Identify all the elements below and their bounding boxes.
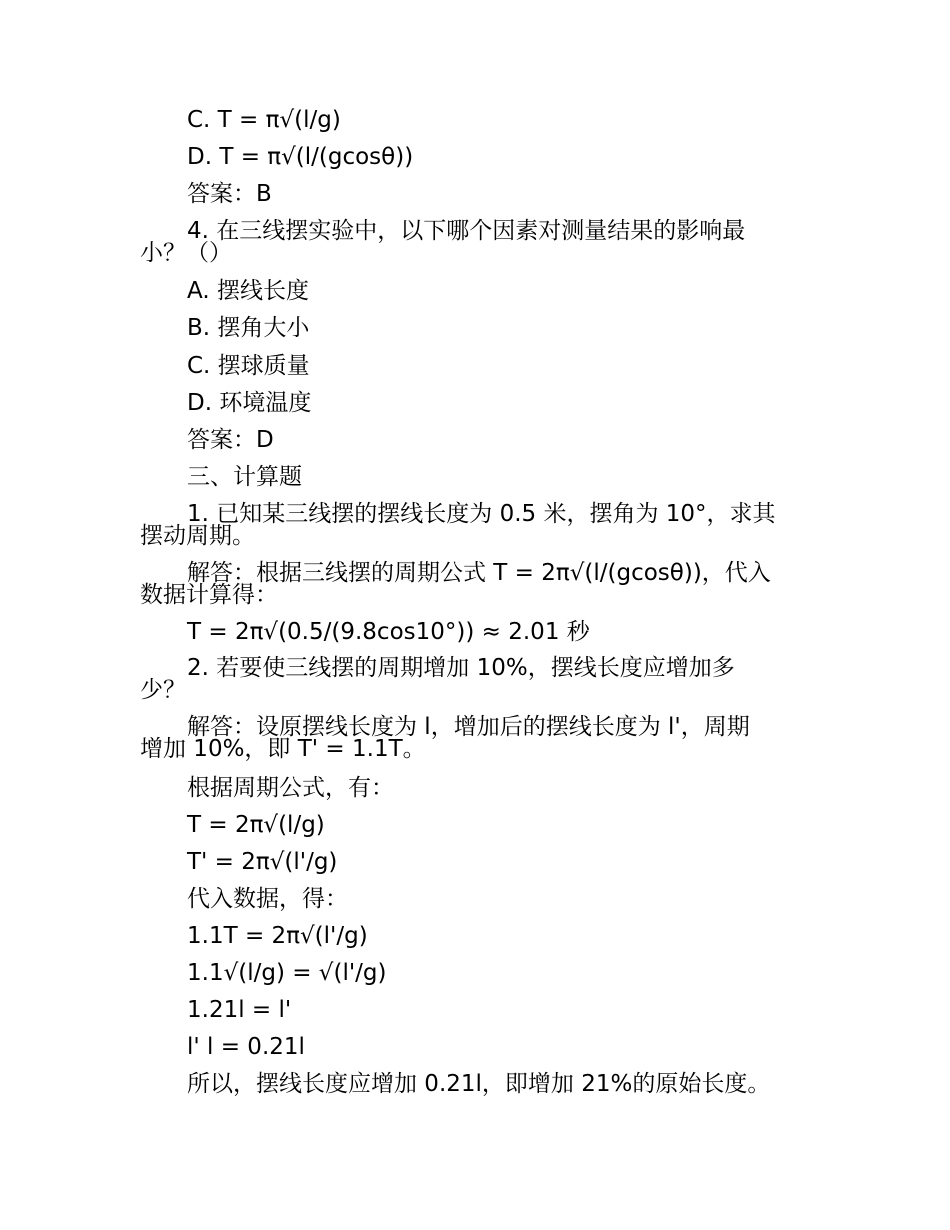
- calc1-solution-line1: 解答：根据三线摆的周期公式 T = 2π√(l/(gcosθ))，代入: [187, 560, 771, 586]
- q4-option-b: B. 摆角大小: [187, 315, 310, 341]
- calc2-step-2: T = 2π√(l/g): [187, 812, 325, 838]
- calc2-step-7: 1.21l = l': [187, 997, 292, 1023]
- calc2-conclusion: 所以，摆线长度应增加 0.21l，即增加 21%的原始长度。: [187, 1071, 771, 1097]
- calc2-step-4: 代入数据，得：: [187, 886, 348, 912]
- calc2-question-line1: 2. 若要使三线摆的周期增加 10%，摆线长度应增加多: [187, 655, 735, 681]
- calc1-formula: T = 2π√(0.5/(9.8cos10°)) ≈ 2.01 秒: [187, 619, 590, 645]
- section-title-calculation: 三、计算题: [187, 464, 302, 490]
- calc2-solution-line2: 增加 10%，即 T' = 1.1T。: [140, 736, 426, 762]
- calc1-question: [140, 503, 820, 547]
- calc1-question-line2: 摆动周期。: [140, 523, 255, 549]
- calc2-question: [140, 657, 820, 701]
- calc2-question-line2: 少？: [140, 677, 186, 703]
- calc1-solution: [140, 562, 820, 606]
- q3-answer: 答案：B: [187, 181, 272, 207]
- calc2-step-3: T' = 2π√(l'/g): [187, 849, 338, 875]
- q4-option-d: D. 环境温度: [187, 390, 312, 416]
- calc1-solution-line2: 数据计算得：: [140, 582, 278, 608]
- q4-question-line1: 4. 在三线摆实验中，以下哪个因素对测量结果的影响最: [187, 218, 746, 244]
- q4-option-a: A. 摆线长度: [187, 278, 309, 304]
- q4-option-c: C. 摆球质量: [187, 353, 310, 379]
- calc2-step-1: 根据周期公式，有：: [187, 775, 394, 801]
- q3-option-d: D. T = π√(l/(gcosθ)): [187, 144, 414, 170]
- calc2-step-6: 1.1√(l/g) = √(l'/g): [187, 960, 387, 986]
- calc2-solution: [140, 716, 820, 760]
- calc1-question-line1: 1. 已知某三线摆的摆线长度为 0.5 米，摆角为 10°，求其: [187, 501, 776, 527]
- calc2-step-5: 1.1T = 2π√(l'/g): [187, 923, 368, 949]
- calc2-solution-line1: 解答：设原摆线长度为 l，增加后的摆线长度为 l'，周期: [187, 714, 750, 740]
- q4-answer: 答案：D: [187, 427, 274, 453]
- q4-question-line2: 小？（）: [140, 240, 232, 266]
- q4-question: [140, 220, 820, 264]
- q3-option-c: C. T = π√(l/g): [187, 107, 341, 133]
- calc2-step-8: l' l = 0.21l: [187, 1034, 305, 1060]
